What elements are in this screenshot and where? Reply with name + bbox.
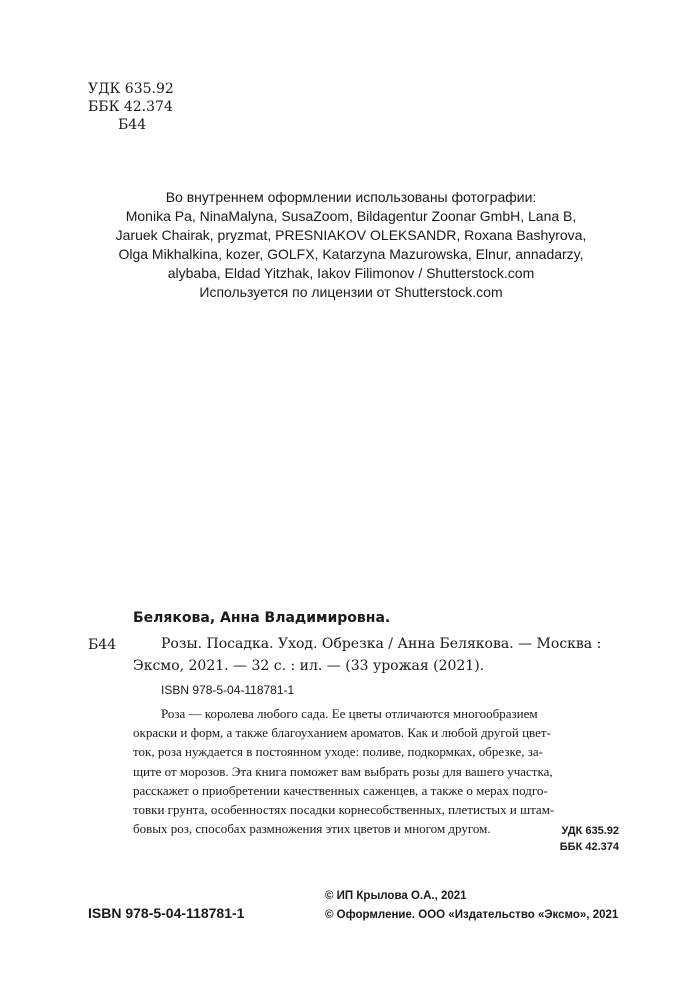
author-heading: Белякова, Анна Владимировна. [133,610,391,626]
copyright-line: © Оформление. ООО «Издательство «Эксмо», 2021 [325,909,619,921]
annotation [133,704,621,838]
credits-line: Monika Pa, NinaMalyna, SusaZoom, Bildagentur Zoonar GmbH, Lana B, [125,208,577,224]
udk-code: УДК 635.92 [88,81,174,97]
annotation-line: окраски и форм, а также благоуханием ароматов. Как и любой другой цвет- [133,725,551,741]
bbk-code: ББК 42.374 [88,99,173,115]
annotation-line: щите от морозов. Эта книга поможет вам выбрать розы для вашего участка, [133,763,553,779]
bibliographic-record [133,633,633,677]
annotation-line: товки грунта, особенностях посадки корнесобственных, плетистых и штам- [133,802,555,818]
credits-line: Используется по лицензии от Shutterstock.com [199,284,503,300]
copyright-line: © ИП Крылова О.А., 2021 [325,890,467,902]
annotation-line: бовых роз, способах размножения этих цветов и многом другом. [133,821,491,837]
annotation-line: расскажет о приобретении качественных саженцев, а также о мерах подго- [133,782,548,798]
udk-code: УДК 635.92 [561,825,619,837]
isbn-footer: ISBN 978-5-04-118781-1 [88,905,245,921]
photo-credits [40,188,662,302]
annotation-line: ток, роза нуждается в постоянном уходе: поливе, подкормках, обрезке, за- [133,744,543,760]
bib-line: Эксмо, 2021. — 32 с. : ил. — (33 урожая (2021). [133,658,485,674]
bib-line: Розы. Посадка. Уход. Обрезка / Анна Белякова. — Москва : [161,636,602,652]
classification-codes-bottom [560,823,619,855]
classification-codes [88,80,174,134]
annotation-line: Роза — королева любого сада. Ее цветы отличаются многообразием [161,706,538,721]
credits-line: Во внутреннем оформлении использованы фотографии: [165,189,537,205]
credits-line: alybaba, Eldad Yitzhak, Iakov Filimonov / Shutterstock.com [167,265,535,281]
credits-line: Olga Mikhalkina, kozer, GOLFX, Katarzyna Mazurowska, Elnur, annadarzy, [118,246,584,262]
author-mark: Б44 [118,117,147,133]
author-mark-left: Б44 [88,637,117,653]
credits-line: Jaruek Chairak, pryzmat, PRESNIAKOV OLEKSANDR, Roxana Bashyrova, [115,227,587,243]
bbk-code: ББК 42.374 [559,841,619,853]
copyright-block [325,887,618,925]
isbn-record: ISBN 978-5-04-118781-1 [161,683,295,697]
